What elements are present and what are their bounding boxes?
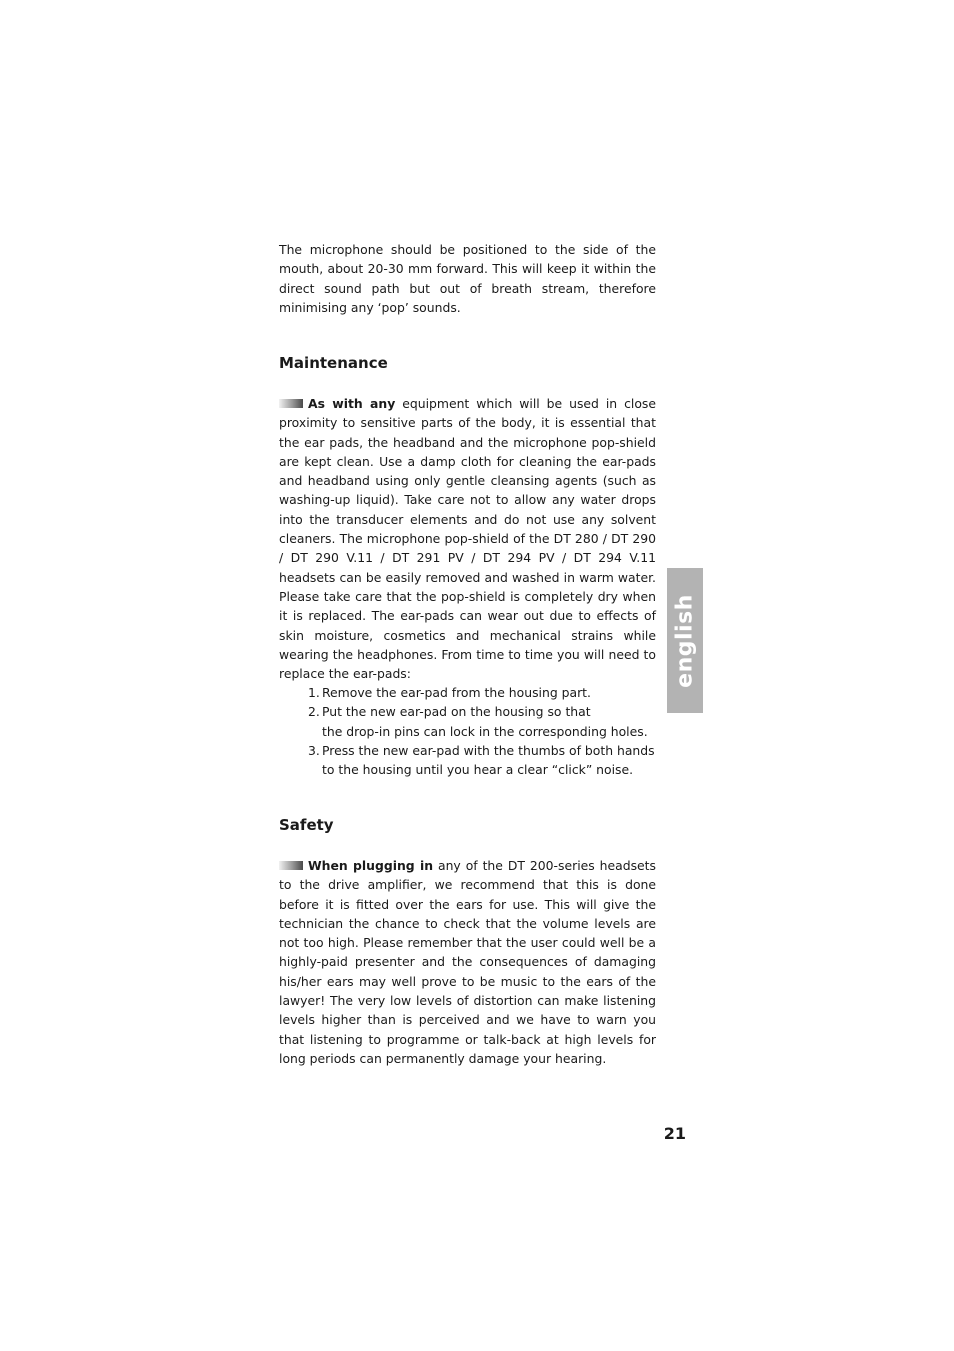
maintenance-lead: As with any xyxy=(308,396,396,411)
step-text: Press the new ear-pad with the thumbs of both hands xyxy=(322,742,655,758)
step-text: Put the new ear-pad on the housing so that xyxy=(322,704,591,720)
safety-paragraph xyxy=(279,856,656,1068)
list-item xyxy=(308,741,668,780)
safety-heading: Safety xyxy=(279,816,334,834)
step-text: Remove the ear-pad from the housing part. xyxy=(322,685,591,700)
section-marker-icon xyxy=(279,861,303,870)
step-number: 1. xyxy=(308,685,320,700)
maintenance-heading: Maintenance xyxy=(279,354,388,372)
step-text-continued: to the housing until you hear a clear “click” noise. xyxy=(322,762,634,778)
step-text-continued: the drop-in pins can lock in the corresponding holes. xyxy=(322,723,648,739)
maintenance-body: equipment which will be used in close proximity to sensitive parts of the body, it is essential that the ear pads, the headband and the microphone pop-shield are kept clean. Use a damp cloth for cleaning the ear-pads and headband using only gentle cleansing agents (such as washing-up liquid). Take care not to allow any water drops into the transducer elements and do not use any solvent cleaners. The microphone pop-shield of the DT 280 / DT 290 / DT 290 V.11 / DT 291 PV / DT 294 PV / DT 294 V.11 headsets can be easily removed and washed in warm water. Please take care that the pop-shield is completely dry when it is replaced. The ear-pads can wear out due to effects of skin moisture, cosmetics and mechanical strains while wearing the headphones. From time to time you will need to replace the ear-pads: xyxy=(279,396,656,682)
section-marker-icon xyxy=(279,399,303,408)
safety-lead: When plugging in xyxy=(308,858,434,873)
list-item xyxy=(308,683,668,702)
maintenance-paragraph xyxy=(279,394,656,683)
intro-section xyxy=(279,240,656,317)
safety-section xyxy=(279,856,656,1068)
step-number: 3. xyxy=(308,742,320,758)
language-side-tab xyxy=(667,568,703,713)
language-tab-label: english xyxy=(672,593,698,688)
ear-pad-steps-list xyxy=(308,683,668,779)
step-number: 2. xyxy=(308,704,320,720)
maintenance-section xyxy=(279,394,656,683)
page-number: 21 xyxy=(663,1124,686,1143)
intro-paragraph: The microphone should be positioned to the side of the mouth, about 20-30 mm forward. This will keep it within the direct sound path but out of breath stream, therefore minimising any ‘pop’ sounds. xyxy=(279,242,656,315)
safety-body: any of the DT 200-series headsets to the drive amplifier, we recommend that this is done before it is fitted over the ears for use. This will give the technician the chance to check that the volume levels are not too high. Please remember that the user could well be a highly-paid presenter and the consequences of damaging his/her ears may well prove to be music to the ears of the lawyer! The very low levels of distortion can make listening levels higher than is perceived and we have to warn you that listening to programme or talk-back at high levels for long periods can permanently damage your hearing. xyxy=(279,858,656,1066)
list-item xyxy=(308,702,668,741)
